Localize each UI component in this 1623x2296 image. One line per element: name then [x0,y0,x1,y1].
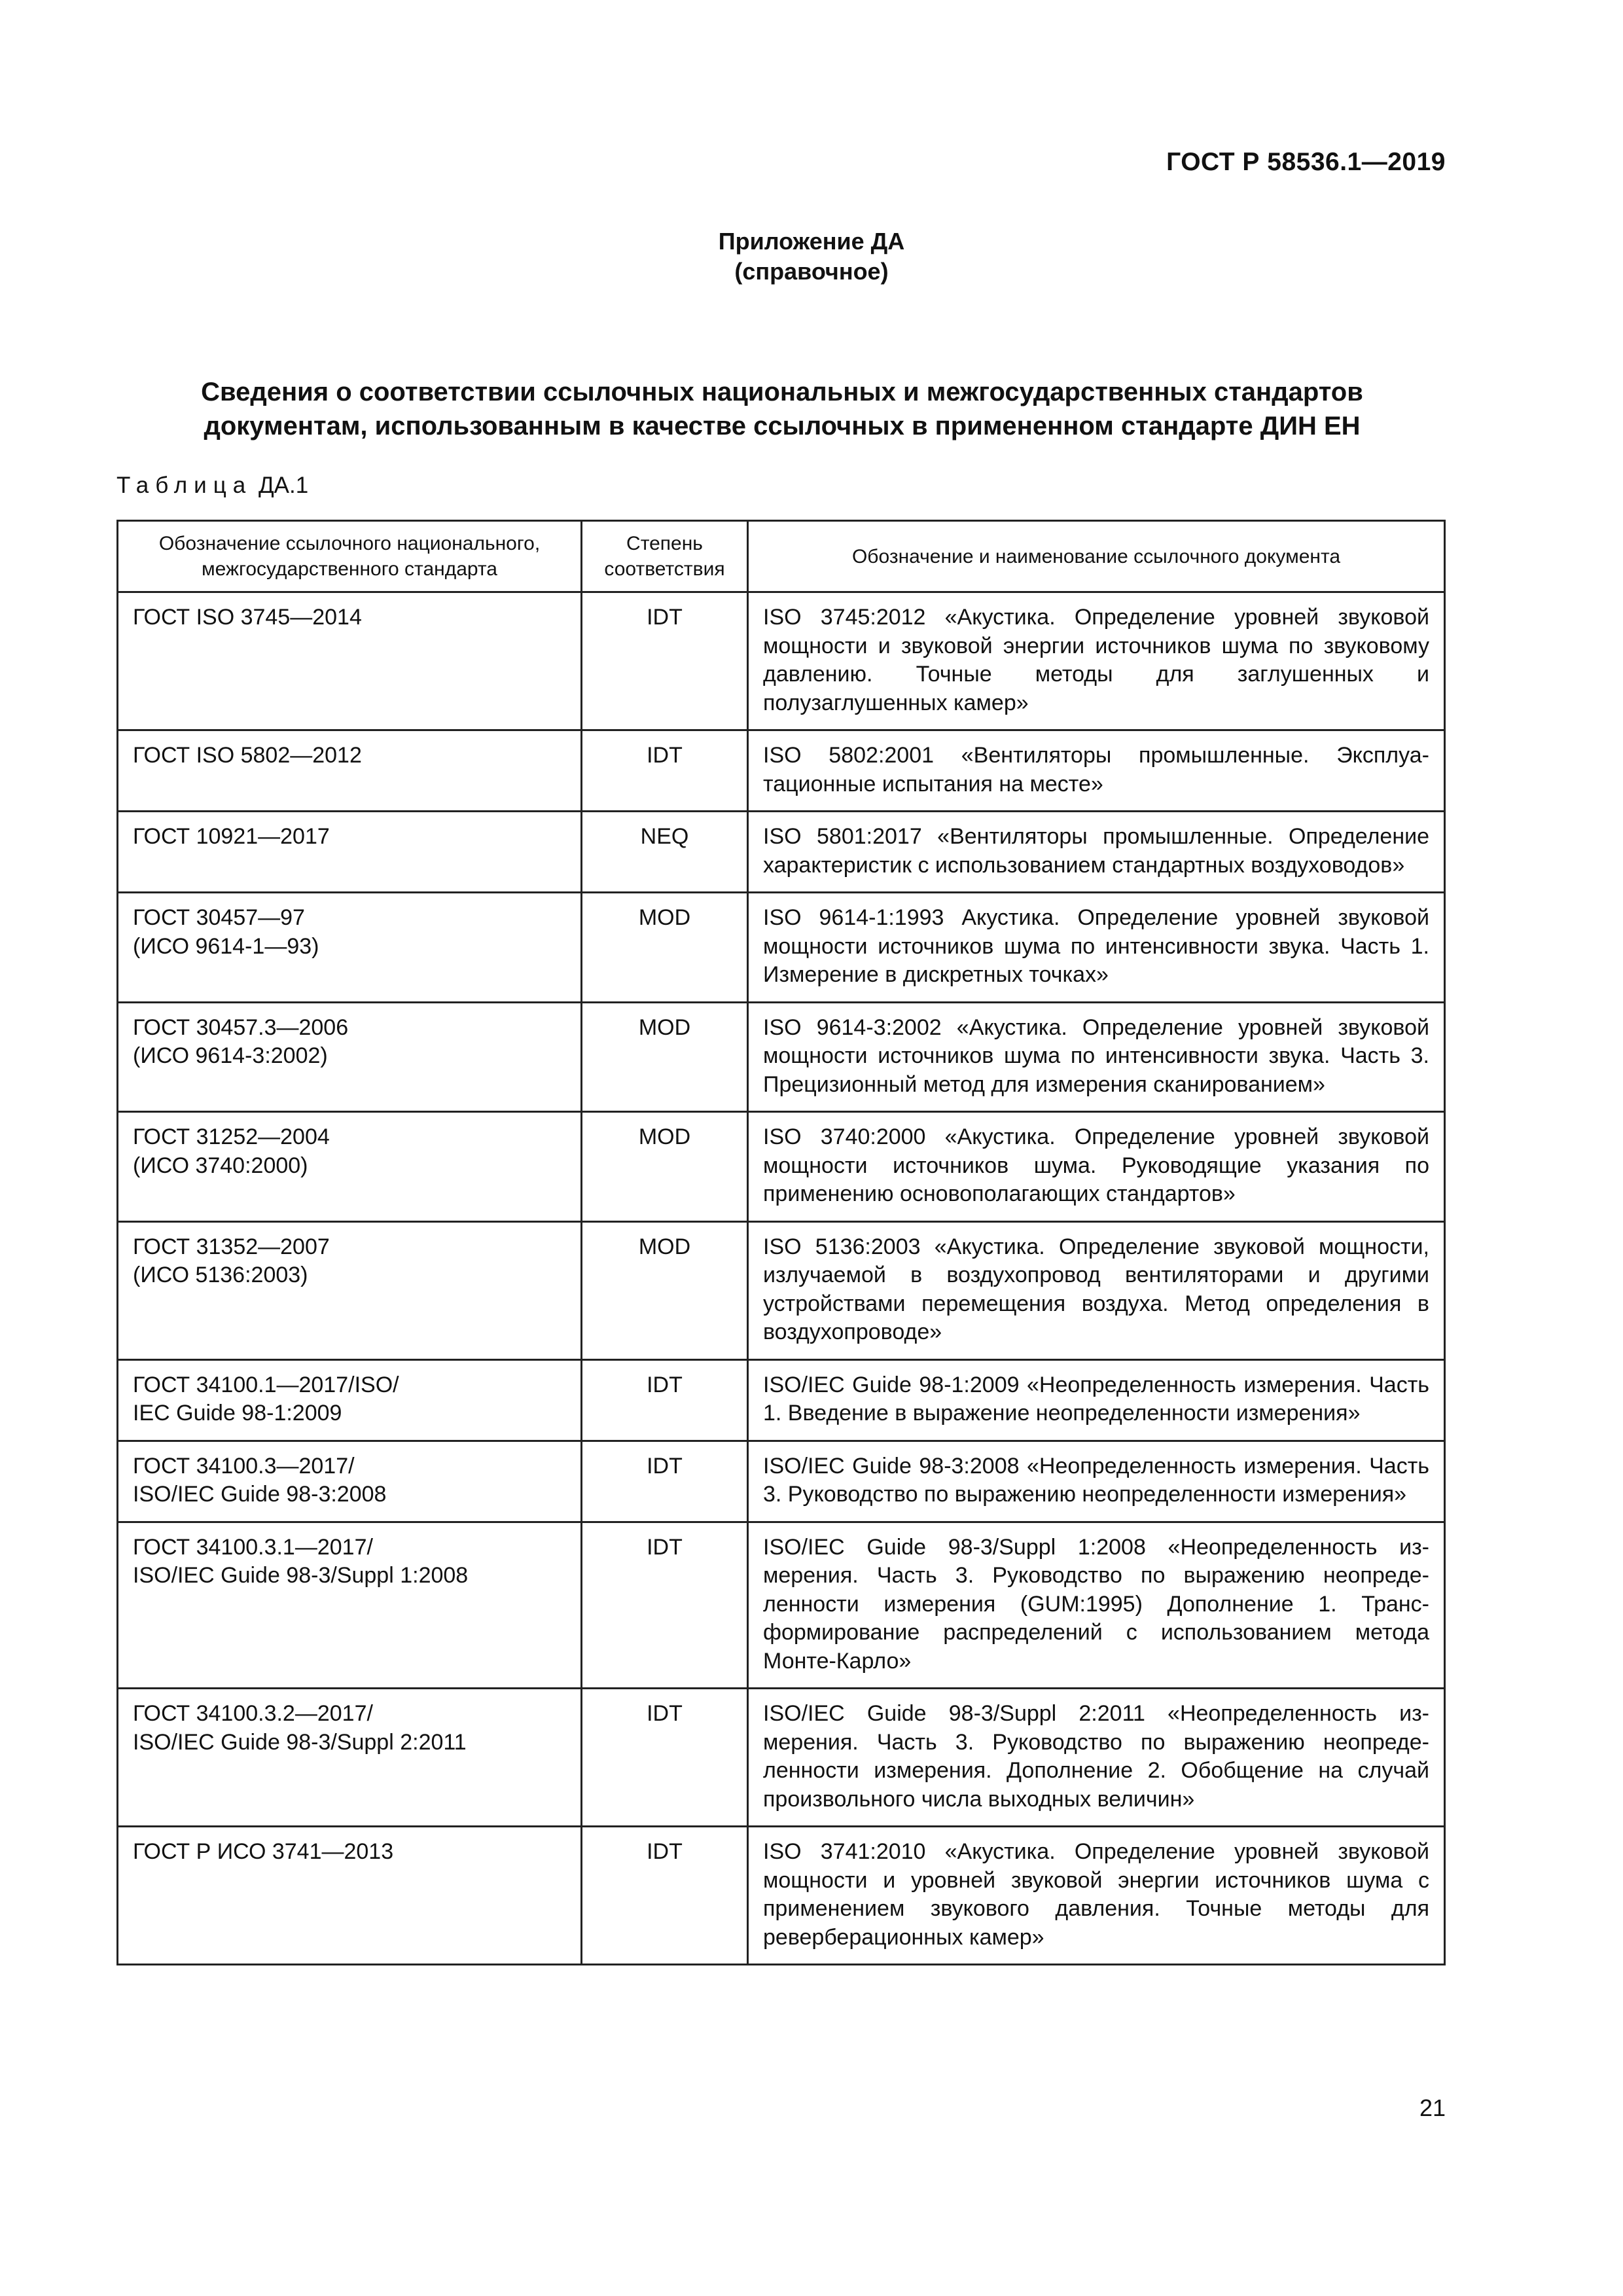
row-degree: MOD [582,1221,748,1359]
row-reference-document: ISO/IEC Guide 98-3/Suppl 1:2008 «Неопределенность измерения. Часть 3. Руководство по выражению неопределенности измерения (GUM:1995) Дополнение 1. Трансформирование распределений с использованием метода Монте-Карло» [748,1522,1445,1689]
table-caption-number: ДА.1 [258,473,309,498]
table-row [118,893,1445,1003]
document-code: ГОСТ Р 58536.1—2019 [1166,148,1446,176]
table-row [118,592,1445,730]
annex-heading [0,226,1623,287]
row-reference-document: ISO 9614-1:1993 Акустика. Определение уровней звуковой мощности источников шума по интенсивности звука. Часть 1. Измерение в дискретных точках» [748,893,1445,1003]
row-degree: IDT [582,1689,748,1827]
row-reference-document: ISO 5801:2017 «Вентиляторы промышленные. Определение характеристик с использованием стандартных воздуховодов» [748,812,1445,893]
page-number: 21 [1419,2094,1446,2121]
row-degree: MOD [582,1002,748,1112]
row-reference-document: ISO 5802:2001 «Вентиляторы промышленные. Эксплуатационные испытания на месте» [748,730,1445,812]
table-header-row [118,521,1445,592]
row-degree: IDT [582,1522,748,1689]
table-row [118,1522,1445,1689]
section-title [118,375,1446,443]
header-degree: Степень соответствия [582,521,748,592]
row-standard-code: ГОСТ 34100.3.1—2017/ ISO/IEC Guide 98-3/Suppl 1:2008 [118,1522,582,1689]
reference-table [116,520,1446,1965]
table-row [118,730,1445,812]
row-standard-code: ГОСТ 34100.3—2017/ ISO/IEC Guide 98-3:2008 [118,1441,582,1522]
row-degree: IDT [582,1827,748,1965]
row-standard-code: ГОСТ 10921—2017 [118,812,582,893]
header-national-standard: Обозначение ссылочного национального, межгосударственного стандарта [118,521,582,592]
row-reference-document: ISO 5136:2003 «Акустика. Определение звуковой мощности, излучаемой в воздухопровод вентиляторами и другими устройствами перемещения воздуха. Метод определения в воздухопроводе» [748,1221,1445,1359]
row-standard-code: ГОСТ 31352—2007 (ИСО 5136:2003) [118,1221,582,1359]
row-standard-code: ГОСТ ISO 5802—2012 [118,730,582,812]
row-degree: IDT [582,730,748,812]
row-reference-document: ISO/IEC Guide 98-3/Suppl 2:2011 «Неопределенность измерения. Часть 3. Руководство по выражению неопределенности измерения. Дополнение 2. Обобщение на случай произвольного числа выходных величин» [748,1689,1445,1827]
row-degree: MOD [582,893,748,1003]
table-body [118,592,1445,1965]
section-title-line-1: Сведения о соответствии ссылочных национальных и межгосударственных стандартов [201,378,1363,406]
row-standard-code: ГОСТ 30457.3—2006 (ИСО 9614-3:2002) [118,1002,582,1112]
row-degree: IDT [582,1441,748,1522]
annex-title: Приложение ДА [718,228,905,255]
row-standard-code: ГОСТ 34100.3.2—2017/ ISO/IEC Guide 98-3/Suppl 2:2011 [118,1689,582,1827]
row-reference-document: ISO 3741:2010 «Акустика. Определение уровней звуковой мощности и уровней звуковой энергии источников шума с применением звукового давления. Точные методы для реверберационных камер» [748,1827,1445,1965]
row-reference-document: ISO 9614-3:2002 «Акустика. Определение уровней звуковой мощности источников шума по интенсивности звука. Часть 3. Прецизионный метод для измерения сканированием» [748,1002,1445,1112]
annex-type: (справочное) [734,258,889,285]
row-reference-document: ISO 3740:2000 «Акустика. Определение уровней звуковой мощности источников шума. Руководящие указания по применению основополагающих стандартов» [748,1112,1445,1222]
table-row [118,1441,1445,1522]
row-standard-code: ГОСТ 31252—2004 (ИСО 3740:2000) [118,1112,582,1222]
row-degree: IDT [582,1359,748,1441]
row-standard-code: ГОСТ 30457—97 (ИСО 9614-1—93) [118,893,582,1003]
row-degree: NEQ [582,812,748,893]
table-row [118,1359,1445,1441]
table-row [118,1827,1445,1965]
table-caption [116,473,308,499]
row-reference-document: ISO 3745:2012 «Акустика. Определение уровней звуковой мощности и звуковой энергии источников шума по звуковому давлению. Точные методы для заглушенных и полузаглушенных камер» [748,592,1445,730]
table-row [118,812,1445,893]
table-caption-word: Таблица [116,473,253,498]
section-title-line-2: документам, использованным в качестве ссылочных в примененном стандарте ДИН ЕН [204,412,1361,440]
row-standard-code: ГОСТ Р ИСО 3741—2013 [118,1827,582,1965]
row-reference-document: ISO/IEC Guide 98-1:2009 «Неопределенность измерения. Часть 1. Введение в выражение неопределенности измерения» [748,1359,1445,1441]
row-reference-document: ISO/IEC Guide 98-3:2008 «Неопределенность измерения. Часть 3. Руководство по выражению неопределенности измерения» [748,1441,1445,1522]
table-row [118,1221,1445,1359]
table-row [118,1002,1445,1112]
header-reference-document: Обозначение и наименование ссылочного документа [748,521,1445,592]
row-standard-code: ГОСТ ISO 3745—2014 [118,592,582,730]
row-standard-code: ГОСТ 34100.1—2017/ISO/ IEC Guide 98-1:2009 [118,1359,582,1441]
table-row [118,1689,1445,1827]
row-degree: MOD [582,1112,748,1222]
row-degree: IDT [582,592,748,730]
table-row [118,1112,1445,1222]
